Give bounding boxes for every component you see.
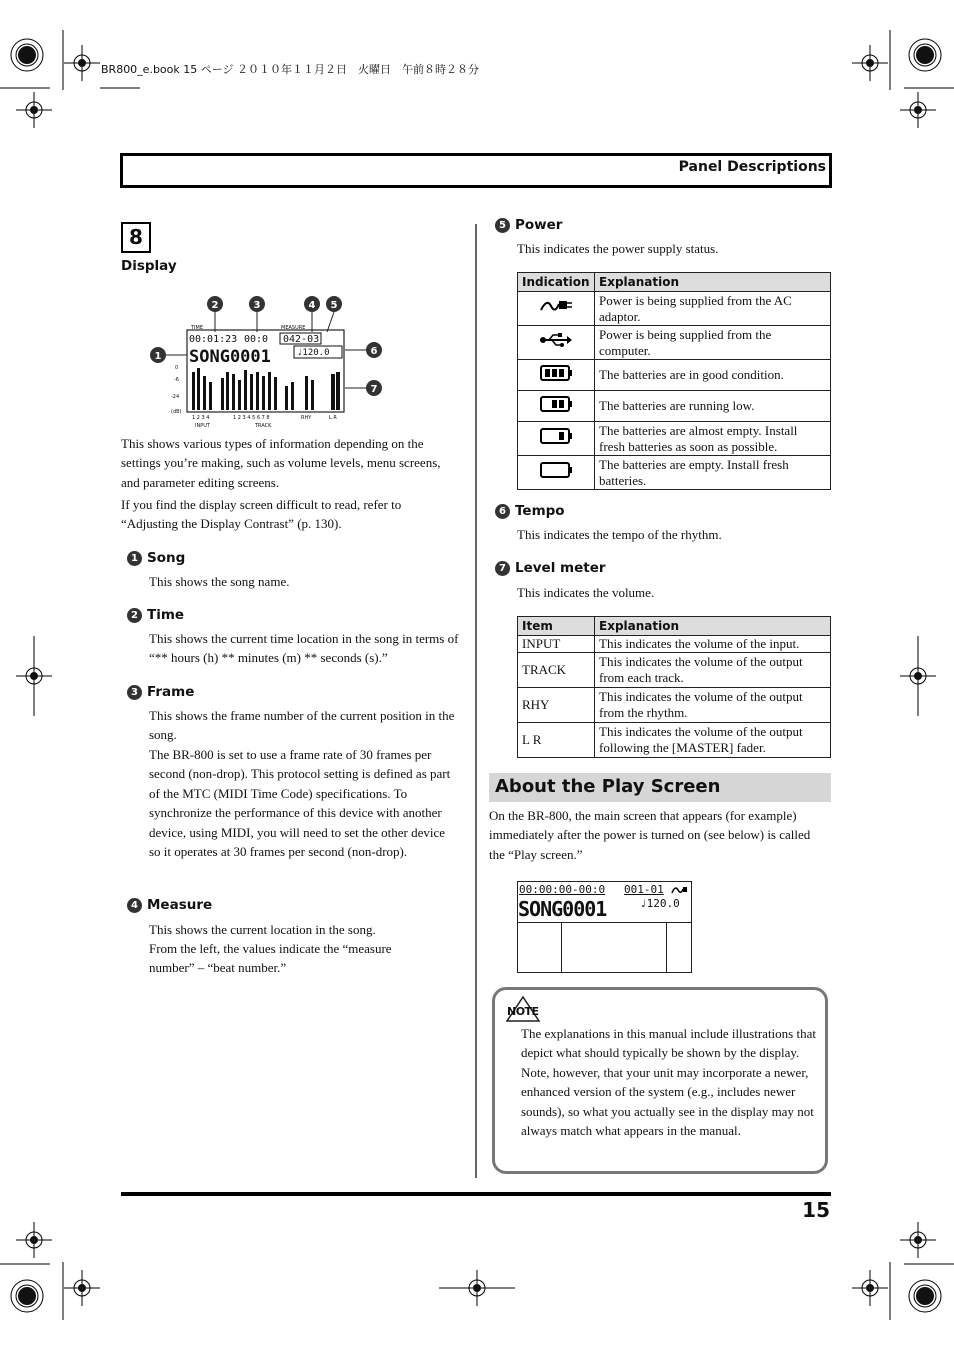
play-screen-lcd <box>517 881 692 973</box>
intro-paragraph-2: If you find the display screen difficult to read, refer to “Adjusting the Display Contrast” (p. 130). <box>121 497 402 532</box>
play-screen-title: About the Play Screen <box>495 776 721 797</box>
play-screen-heading-bar <box>489 773 831 802</box>
number-3-icon: 3 <box>127 685 142 700</box>
number-2-icon: 2 <box>127 608 142 623</box>
number-5-icon: 5 <box>495 218 510 233</box>
item-tempo-text: This indicates the tempo of the rhythm. <box>517 527 722 542</box>
db-unit: (dB) <box>171 409 182 415</box>
item-tempo-heading <box>495 503 565 519</box>
level-table-header-explanation: Explanation <box>595 617 831 636</box>
marker-1-label: 1 <box>154 351 162 362</box>
ac-adaptor-icon <box>539 298 573 314</box>
note-label: NOTE <box>507 1005 539 1018</box>
note-text: The explanations in this manual include illustrations that depict what should typically be shown by the display. Note, however, that your unit may incorporate a newer, enhanced version of the system (e.g., includes newer sounds), so what you actually see in the display may not always match what appears in the manual. <box>521 1026 816 1139</box>
item-frame-heading <box>127 684 194 700</box>
item-level-text: This indicates the volume. <box>517 585 655 600</box>
lcd-measure-value: 042-03 <box>283 334 320 345</box>
item-level-heading <box>495 560 606 576</box>
item-measure-heading <box>127 897 212 913</box>
db-24: -24 <box>171 394 180 400</box>
power-row <box>518 422 831 456</box>
marker-3-label: 3 <box>253 300 261 311</box>
marker-4-label: 4 <box>308 300 316 311</box>
power-row <box>518 360 831 391</box>
item-frame-text-1: This shows the frame number of the current position in the song. <box>149 708 455 743</box>
item-time-heading <box>127 607 184 623</box>
db-6: -6 <box>174 377 179 383</box>
lbl-lr: L R <box>329 415 337 421</box>
lbl-rhy: RHY <box>301 415 312 421</box>
level-row-text: This indicates the volume of the output from each track. <box>595 653 831 688</box>
level-row-item: L R <box>518 723 595 758</box>
section-number-box <box>121 222 151 253</box>
number-4-icon: 4 <box>127 898 142 913</box>
track-ticks: 1 2 3 4 5 6 7 8 <box>233 415 270 421</box>
level-row <box>518 653 831 688</box>
level-row-text: This indicates the volume of the input. <box>595 636 831 653</box>
page-header-title: Panel Descriptions <box>678 159 826 175</box>
item-tempo-title: Tempo <box>515 503 565 519</box>
item-frame-text-2: The BR-800 is set to use a frame rate of 30 frames per second (non-drop). This protocol setting is defined as part of the MTC (MIDI Time Code) specifications. To synchronize the performance of this device with another device, using MIDI, you will need to set the other device so it operates at 30 frames per second (non-drop). <box>149 747 451 860</box>
lcd-song-readout: SONG0001 <box>518 897 607 921</box>
power-table-header-explanation: Explanation <box>595 273 831 292</box>
print-header: BR800_e.book 15 ページ ２０１０年１１月２日 火曜日 午前８時２８分 <box>101 63 480 76</box>
column-divider <box>475 224 477 1178</box>
level-row-item: RHY <box>518 688 595 723</box>
item-power-heading <box>495 217 562 233</box>
level-table-header-item: Item <box>518 617 595 636</box>
display-figure <box>145 292 385 432</box>
power-row <box>518 292 831 326</box>
section-label: Display <box>121 258 177 274</box>
item-song-heading <box>127 550 185 566</box>
lcd-meter-line <box>561 923 562 972</box>
level-table <box>517 616 831 758</box>
level-row <box>518 723 831 758</box>
lbl-measure: MEASURE <box>281 325 306 331</box>
item-time-text: This shows the current time location in the song in terms of “** hours (h) ** minutes (m) ** seconds (s).” <box>149 631 459 666</box>
battery-almost-empty-icon <box>539 427 573 445</box>
intro-paragraph-1: This shows various types of information depending on the settings you’re making, such as volume levels, menu screens, and parameter editing screens. <box>121 436 441 490</box>
usb-icon <box>539 332 573 348</box>
play-screen-text: On the BR-800, the main screen that appears (for example) immediately after the power is turned on (see below) is called the “Play screen.” <box>489 808 811 862</box>
item-measure-title: Measure <box>147 897 213 913</box>
item-song-text: This shows the song name. <box>149 574 290 589</box>
marker-2-label: 2 <box>211 300 219 311</box>
lbl-track: TRACK <box>255 423 272 429</box>
power-row-text: The batteries are almost empty. Install fresh batteries as soon as possible. <box>595 422 831 456</box>
number-7-icon: 7 <box>495 561 510 576</box>
power-table <box>517 272 831 490</box>
db-0: 0 <box>175 365 179 371</box>
marker-6-label: 6 <box>370 346 378 357</box>
lcd-time-readout: 00:00:00-00:0 <box>519 883 606 896</box>
power-row-text: Power is being supplied from the computer. <box>595 326 831 360</box>
lcd-song-name: SONG0001 <box>189 347 271 367</box>
level-row <box>518 636 831 653</box>
lcd-tempo: ♩120.0 <box>297 348 330 358</box>
item-measure-text-1: This shows the current location in the song. <box>149 922 376 937</box>
power-row <box>518 456 831 490</box>
item-power-text: This indicates the power supply status. <box>517 241 719 256</box>
number-1-icon: 1 <box>127 551 142 566</box>
level-row-item: INPUT <box>518 636 595 653</box>
lcd-frame-value: 00:0 <box>244 334 269 345</box>
section-number: 8 <box>129 225 143 249</box>
item-power-title: Power <box>515 217 563 233</box>
level-row-text: This indicates the volume of the output from the rhythm. <box>595 688 831 723</box>
power-row-text: The batteries are empty. Install fresh batteries. <box>595 456 831 490</box>
item-song-title: Song <box>147 550 186 566</box>
item-measure-text-2: From the left, the values indicate the “measure number” – “beat number.” <box>149 941 392 976</box>
input-ticks: 1 2 3 4 <box>192 415 210 421</box>
power-row <box>518 326 831 360</box>
power-row-text: Power is being supplied from the AC adaptor. <box>595 292 831 326</box>
number-6-icon: 6 <box>495 504 510 519</box>
level-row-item: TRACK <box>518 653 595 688</box>
marker-5-label: 5 <box>330 300 338 311</box>
battery-full-icon <box>539 364 573 382</box>
ac-adaptor-icon <box>671 885 689 895</box>
battery-empty-icon <box>539 461 573 479</box>
lbl-input: INPUT <box>195 423 210 429</box>
lcd-measure-readout: 001-01 <box>624 883 664 896</box>
lcd-time-value: 00:01:23 <box>189 334 238 345</box>
item-frame-title: Frame <box>147 684 195 700</box>
footer-rule <box>121 1192 831 1196</box>
lcd-tempo-readout: ♩120.0 <box>640 897 680 910</box>
level-row <box>518 688 831 723</box>
item-time-title: Time <box>147 607 185 623</box>
marker-7-label: 7 <box>370 384 378 395</box>
level-row-text: This indicates the volume of the output following the [MASTER] fader. <box>595 723 831 758</box>
page-number: 15 <box>802 1198 830 1222</box>
item-level-title: Level meter <box>515 560 606 576</box>
battery-low-icon <box>539 395 573 413</box>
power-row-text: The batteries are in good condition. <box>595 360 831 391</box>
power-row <box>518 391 831 422</box>
lbl-time: TIME <box>191 325 204 331</box>
power-table-header-indication: Indication <box>518 273 595 292</box>
power-row-text: The batteries are running low. <box>595 391 831 422</box>
lcd-meter-line <box>666 923 667 972</box>
